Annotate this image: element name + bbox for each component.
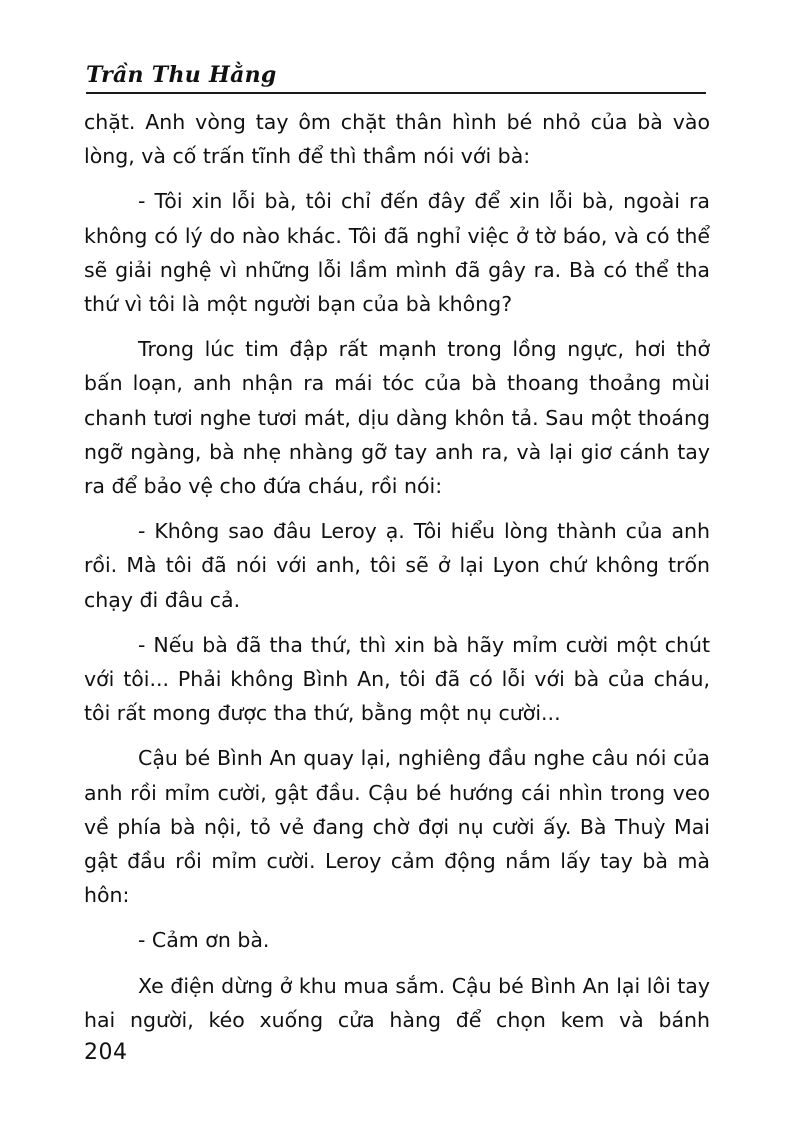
- paragraph: - Nếu bà đã tha thứ, thì xin bà hãy mỉm cười một chút với tôi... Phải không Bình An, tôi đã có lỗi với bà của cháu, tôi rất mong được tha thứ, bằng một nụ cười...: [84, 632, 710, 726]
- page-number: 204: [84, 1040, 128, 1065]
- paragraph: - Không sao đâu Leroy ạ. Tôi hiểu lòng thành của anh rồi. Mà tôi đã nói với anh, tôi sẽ ở lại Lyon chứ không trốn chạy đi đâu cả.: [84, 519, 710, 612]
- paragraph: chặt. Anh vòng tay ôm chặt thân hình bé nhỏ của bà vào lòng, và cố trấn tĩnh để thì thầm nói với bà:: [84, 110, 710, 169]
- author-name: Trần Thu Hằng: [86, 62, 277, 88]
- paragraph: Cậu bé Bình An quay lại, nghiêng đầu nghe câu nói của anh rồi mỉm cười, gật đầu. Cậu bé hướng cái nhìn trong veo về phía bà nội, tỏ vẻ đang chờ đợi nụ cười ấy. Bà Thuỳ Mai gật đầu rồi mỉm cười. Leroy cảm động nắm lấy tay bà mà hôn:: [84, 746, 710, 908]
- body-text: [84, 105, 710, 1037]
- paragraph: Trong lúc tim đập rất mạnh trong lồng ngực, hơi thở bấn loạn, anh nhận ra mái tóc của bà thoang thoảng mùi chanh tươi nghe tươi mát, dịu dàng khôn tả. Sau một thoáng ngỡ ngàng, bà nhẹ nhàng gỡ tay anh ra, và lại giơ cánh tay ra để bảo vệ cho đứa cháu, rồi nói:: [84, 337, 710, 499]
- paragraph: - Cảm ơn bà.: [138, 928, 270, 953]
- running-head: [86, 58, 706, 94]
- paragraph: - Tôi xin lỗi bà, tôi chỉ đến đây để xin lỗi bà, ngoài ra không có lý do nào khác. Tôi đã nghỉ việc ở tờ báo, và có thể sẽ giải nghệ vì những lỗi lầm mình đã gây ra. Bà có thể tha thứ vì tôi là một người bạn của bà không?: [84, 189, 710, 317]
- paragraph: Xe điện dừng ở khu mua sắm. Cậu bé Bình An lại lôi tay hai người, kéo xuống cửa hàng để chọn kem và bánh: [84, 973, 710, 1032]
